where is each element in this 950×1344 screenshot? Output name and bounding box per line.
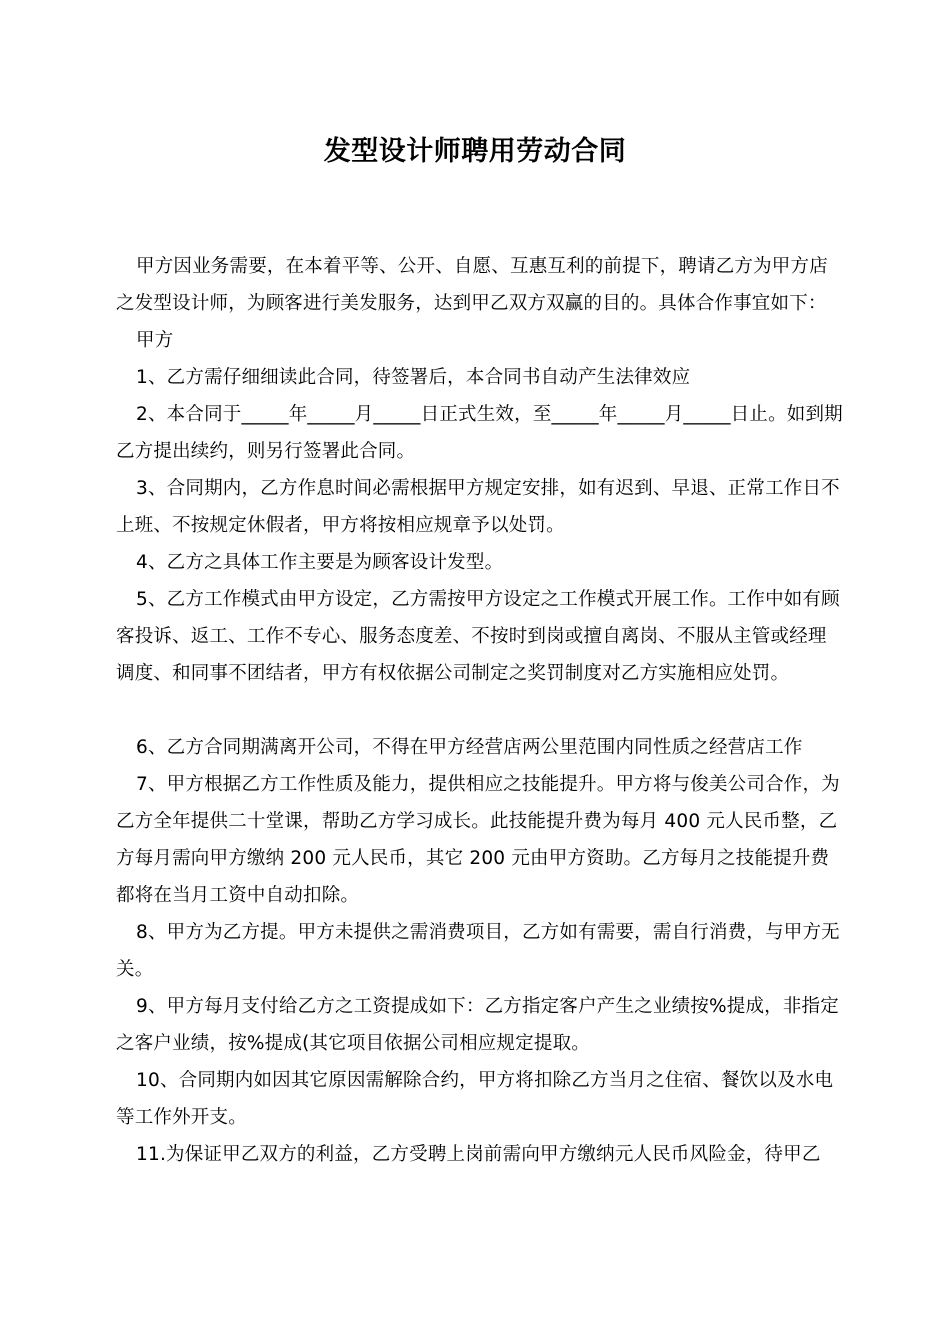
clause-1: 1、乙方需仔细细读此合同，待签署后，本合同书自动产生法律效应	[136, 367, 691, 388]
clause-8: 8、甲方为乙方提。甲方未提供之需消费项目，乙方如有需要，需自行消费，与甲方无关。	[116, 922, 840, 980]
clause-5: 5、乙方工作模式由甲方设定，乙方需按甲方设定之工作模式开展工作。工作中如有顾客投诉、返工、工作不专心、服务态度差、不按时到岗或擅自离岗、不服从主管或经理调度、和同事不团结者，甲方有权依据公司制定之奖罚制度对乙方实施相应处罚。	[116, 589, 840, 684]
clause-3: 3、合同期内，乙方作息时间必需根据甲方规定安排，如有迟到、早退、正常工作日不上班、不按规定休假者，甲方将按相应规章予以处罚。	[116, 478, 840, 536]
clause-9: 9、甲方每月支付给乙方之工资提成如下：乙方指定客户产生之业绩按%提成，非指定之客户业绩，按%提成(其它项目依据公司相应规定提取。	[116, 996, 839, 1054]
clause-4: 4、乙方之具体工作主要是为顾客设计发型。	[136, 552, 504, 573]
clause-6: 6、乙方合同期满离开公司，不得在甲方经营店两公里范围内同性质之经营店工作	[136, 737, 803, 758]
document-body	[116, 248, 844, 1173]
clause-2: 2、本合同于_____年_____月_____日正式生效，至_____年_____月_____日止。如到期乙方提出续约，则另行签署此合同。	[116, 404, 843, 462]
clause-10: 10、合同期内如因其它原因需解除合约，甲方将扣除乙方当月之住宿、餐饮以及水电等工作外开支。	[116, 1070, 834, 1128]
document-title: 发型设计师聘用劳动合同	[323, 136, 627, 167]
clause-11: 11.为保证甲乙双方的利益，乙方受聘上岗前需向甲方缴纳元人民币风险金，待甲乙	[136, 1144, 821, 1165]
clause-7: 7、甲方根据乙方工作性质及能力，提供相应之技能提升。甲方将与俊美公司合作，为乙方全年提供二十堂课，帮助乙方学习成长。此技能提升费为每月 400 元人民币整，乙方每月需向甲方缴纳 200 元人民币，其它 200 元由甲方资助。乙方每月之技能提升费都将在当月工资中自动扣除。	[116, 774, 840, 906]
paragraph-intro: 甲方因业务需要，在本着平等、公开、自愿、互惠互利的前提下，聘请乙方为甲方店之发型设计师，为顾客进行美发服务，达到甲乙双方双赢的目的。具体合作事宜如下：	[116, 256, 828, 314]
paragraph-party-a: 甲方	[136, 330, 174, 351]
